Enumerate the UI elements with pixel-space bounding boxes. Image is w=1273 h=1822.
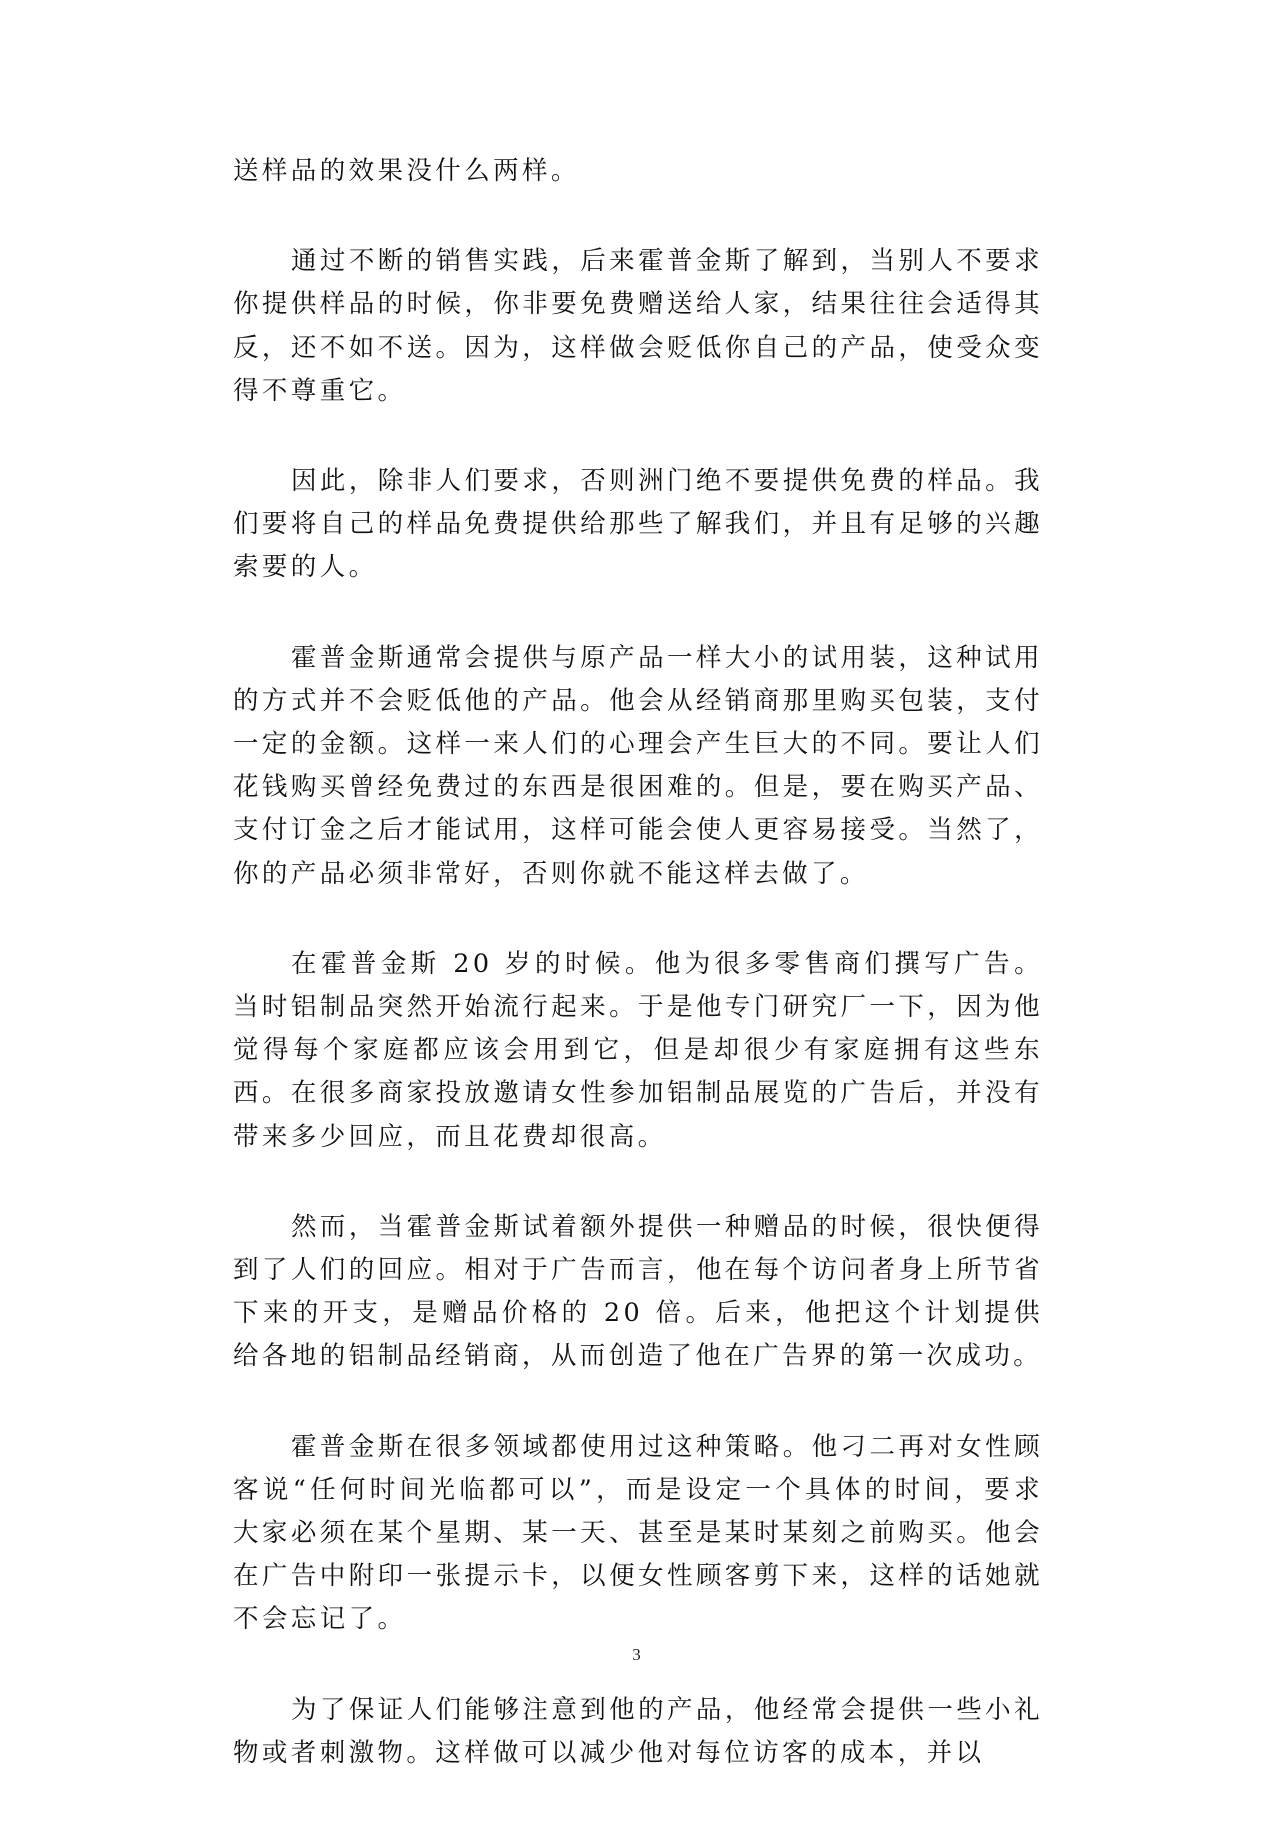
paragraph: 送样品的效果没什么两样。: [233, 156, 580, 186]
paragraph: 因此，除非人们要求，否则洲门绝不要提供免费的样品。我们要将自己的样品免费提供给那些了解我们，并且有足够的兴趣索要的人。: [233, 466, 1043, 583]
paragraph: 霍普金斯通常会提供与原产品一样大小的试用装，这种试用的方式并不会贬低他的产品。他会从经销商那里购买包装，支付一定的金额。这样一来人们的心理会产生巨大的不同。要让人们花钱购买曾经免费过的东西是很困难的。但是，要在购买产品、支付订金之后才能试用，这样可能会使人更容易接受。当然了，你的产品必须非常好，否则你就不能这样去做了。: [233, 642, 1043, 889]
paragraph: 霍普金斯在很多领域都使用过这种策略。他刁二再对女性顾客说“任何时间光临都可以”，而是设定一个具体的时间，要求大家必须在某个星期、某一天、甚至是某时某刻之前购买。他会在广告中附印一张提示卡，以便女性顾客剪下来，这样的话她就不会忘记了。: [233, 1431, 1043, 1635]
body-text: [233, 150, 1043, 1822]
paragraph: 为了保证人们能够注意到他的产品，他经常会提供一些小礼物或者刺激物。这样做可以减少他对每位访客的成本，并以: [233, 1694, 1043, 1768]
paragraph: 在霍普金斯 20 岁的时候。他为很多零售商们撰写广告。当时铝制品突然开始流行起来。于是他专门研究厂一下，因为他觉得每个家庭都应该会用到它，但是却很少有家庭拥有这些东西。在很多商家投放邀请女性参加铝制品展览的广告后，并没有带来多少回应，而且花费却很高。: [233, 948, 1043, 1152]
paragraph: 然而，当霍普金斯试着额外提供一种赠品的时候，很快便得到了人们的回应。相对于广告而言，他在每个访问者身上所节省下来的开支，是赠品价格的 20 倍。后来，他把这个计划提供给各地的铝制品经销商，从而创造了他在广告界的第一次成功。: [233, 1211, 1043, 1372]
page-number: 3: [632, 1645, 641, 1664]
paragraph: 通过不断的销售实践，后来霍普金斯了解到，当别人不要求你提供样品的时候，你非要免费赠送给人家，结果往往会适得其反，还不如不送。因为，这样做会贬低你自己的产品，使受众变得不尊重它。: [233, 246, 1043, 406]
